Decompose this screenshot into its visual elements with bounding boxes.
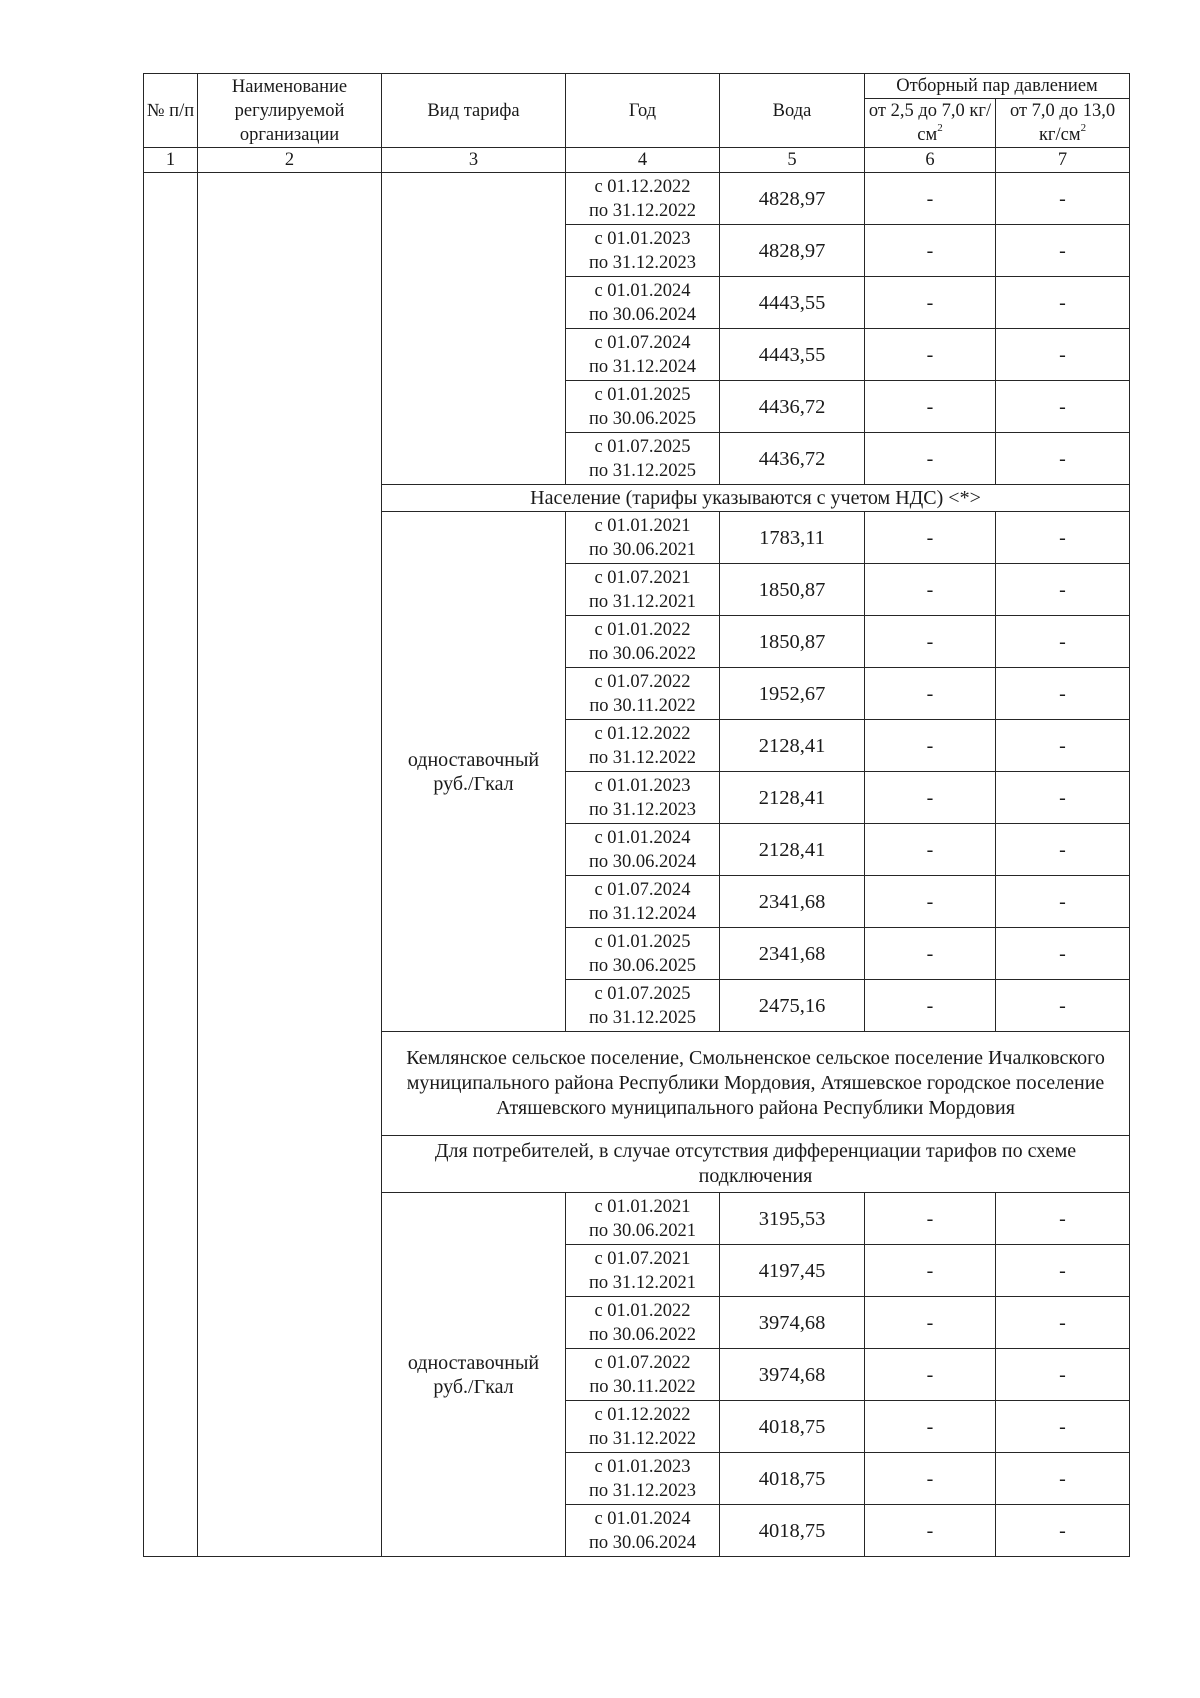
- water-value: 4018,75: [720, 1505, 865, 1557]
- header-steam-high-text: от 7,0 до 13,0 кг/см: [1009, 101, 1116, 145]
- period-cell: [566, 1245, 720, 1297]
- header-tariff-type: Вид тарифа: [382, 74, 566, 148]
- water-value: 3974,68: [720, 1297, 865, 1349]
- header-row-top: [144, 74, 1130, 99]
- period-from: с 01.07.2024: [594, 879, 691, 900]
- steam-low-value: -: [865, 512, 996, 564]
- steam-high-value: -: [996, 225, 1130, 277]
- water-value: 2341,68: [720, 928, 865, 980]
- steam-low-value: -: [865, 1401, 996, 1453]
- steam-low-value: -: [865, 928, 996, 980]
- tariff-type-line2: руб./Гкал: [433, 772, 514, 795]
- organization-cell: [198, 173, 382, 1557]
- water-value: 4197,45: [720, 1245, 865, 1297]
- header-steam-low-sup: 2: [937, 122, 943, 134]
- period-from: с 01.01.2021: [594, 1196, 691, 1217]
- water-value: 1783,11: [720, 512, 865, 564]
- period-cell: [566, 329, 720, 381]
- water-value: 1952,67: [720, 668, 865, 720]
- steam-high-value: -: [996, 1245, 1130, 1297]
- period-to: по 31.12.2021: [588, 1272, 697, 1293]
- period-to: по 31.12.2022: [588, 1428, 697, 1449]
- steam-high-value: -: [996, 876, 1130, 928]
- tariff-type-line1: одноставочный: [407, 748, 540, 771]
- steam-high-value: -: [996, 824, 1130, 876]
- period-cell: [566, 1193, 720, 1245]
- period-from: с 01.12.2022: [594, 176, 691, 197]
- steam-high-value: -: [996, 928, 1130, 980]
- steam-high-value: -: [996, 433, 1130, 485]
- steam-high-value: -: [996, 1401, 1130, 1453]
- period-from: с 01.07.2021: [594, 1248, 691, 1269]
- period-from: с 01.01.2024: [594, 280, 691, 301]
- period-from: с 01.07.2024: [594, 332, 691, 353]
- period-to: по 31.12.2024: [588, 356, 697, 377]
- period-from: с 01.01.2023: [594, 1456, 691, 1477]
- period-cell: [566, 173, 720, 225]
- period-to: по 30.06.2022: [588, 643, 697, 664]
- steam-high-value: -: [996, 329, 1130, 381]
- steam-high-value: -: [996, 772, 1130, 824]
- period-from: с 01.01.2021: [594, 515, 691, 536]
- period-cell: [566, 564, 720, 616]
- period-from: с 01.07.2022: [594, 671, 691, 692]
- tariff-type-line1: одноставочный: [407, 1351, 540, 1374]
- steam-low-value: -: [865, 616, 996, 668]
- header-organization: Наименование регулируемой организации: [198, 74, 382, 148]
- period-to: по 31.12.2025: [588, 1007, 697, 1028]
- period-to: по 30.06.2024: [588, 851, 697, 872]
- period-cell: [566, 616, 720, 668]
- steam-high-value: -: [996, 1505, 1130, 1557]
- period-cell: [566, 824, 720, 876]
- tariff-type-line2: руб./Гкал: [433, 1375, 514, 1398]
- period-cell: [566, 277, 720, 329]
- period-cell: [566, 876, 720, 928]
- steam-low-value: -: [865, 772, 996, 824]
- header-steam-high-sup: 2: [1080, 122, 1087, 134]
- water-value: 4828,97: [720, 173, 865, 225]
- steam-low-value: -: [865, 1453, 996, 1505]
- period-cell: [566, 512, 720, 564]
- header-steam-low: [865, 99, 996, 148]
- water-value: 4436,72: [720, 381, 865, 433]
- water-value: 4443,55: [720, 329, 865, 381]
- period-cell: [566, 433, 720, 485]
- steam-low-value: -: [865, 329, 996, 381]
- period-from: с 01.07.2022: [594, 1352, 691, 1373]
- period-from: с 01.01.2023: [594, 228, 691, 249]
- period-from: с 01.12.2022: [594, 1404, 691, 1425]
- period-from: с 01.01.2025: [594, 384, 691, 405]
- steam-high-value: -: [996, 381, 1130, 433]
- steam-low-value: -: [865, 225, 996, 277]
- water-value: 2341,68: [720, 876, 865, 928]
- table-row: [144, 173, 1130, 225]
- steam-high-value: -: [996, 1349, 1130, 1401]
- period-from: с 01.07.2025: [594, 436, 691, 457]
- steam-low-value: -: [865, 668, 996, 720]
- period-cell: [566, 980, 720, 1032]
- period-to: по 30.06.2024: [588, 1532, 697, 1553]
- period-cell: [566, 1453, 720, 1505]
- period-to: по 31.12.2021: [588, 591, 697, 612]
- tariff-type-cell: [382, 173, 566, 485]
- steam-high-value: -: [996, 173, 1130, 225]
- water-value: 3974,68: [720, 1349, 865, 1401]
- water-value: 4436,72: [720, 433, 865, 485]
- period-to: по 31.12.2023: [588, 799, 697, 820]
- column-number: 1: [144, 148, 198, 173]
- water-value: 4828,97: [720, 225, 865, 277]
- period-from: с 01.01.2024: [594, 827, 691, 848]
- water-value: 4443,55: [720, 277, 865, 329]
- steam-low-value: -: [865, 980, 996, 1032]
- period-cell: [566, 720, 720, 772]
- steam-high-value: -: [996, 1453, 1130, 1505]
- period-cell: [566, 668, 720, 720]
- period-cell: [566, 1505, 720, 1557]
- header-steam-low-text: от 2,5 до 7,0 кг/см: [868, 101, 992, 145]
- steam-low-value: -: [865, 720, 996, 772]
- steam-low-value: -: [865, 1349, 996, 1401]
- steam-low-value: -: [865, 173, 996, 225]
- period-from: с 01.01.2025: [594, 931, 691, 952]
- period-to: по 31.12.2022: [588, 747, 697, 768]
- period-to: по 30.06.2024: [588, 304, 697, 325]
- period-from: с 01.01.2023: [594, 775, 691, 796]
- steam-high-value: -: [996, 668, 1130, 720]
- tariff-type-cell: [382, 512, 566, 1032]
- period-from: с 01.01.2024: [594, 1508, 691, 1529]
- steam-low-value: -: [865, 564, 996, 616]
- steam-high-value: -: [996, 277, 1130, 329]
- steam-high-value: -: [996, 616, 1130, 668]
- steam-low-value: -: [865, 1245, 996, 1297]
- period-to: по 30.06.2022: [588, 1324, 697, 1345]
- steam-high-value: -: [996, 980, 1130, 1032]
- period-to: по 30.06.2021: [588, 1220, 697, 1241]
- steam-high-value: -: [996, 720, 1130, 772]
- steam-high-value: -: [996, 512, 1130, 564]
- period-to: по 30.06.2025: [588, 955, 697, 976]
- header-steam-group: Отборный пар давлением: [865, 74, 1130, 99]
- steam-low-value: -: [865, 1193, 996, 1245]
- steam-high-value: -: [996, 1193, 1130, 1245]
- period-to: по 30.11.2022: [589, 1376, 696, 1397]
- header-water: Вода: [720, 74, 865, 148]
- num-cell: [144, 173, 198, 1557]
- section-territory: Кемлянское сельское поселение, Смольненское сельское поселение Ичалковского муниципального района Республики Мордовия, Атяшевское городское поселение Атяшевского муниципального района Республики Мордовия: [382, 1032, 1130, 1136]
- tariff-type-cell: [382, 1193, 566, 1557]
- steam-high-value: -: [996, 1297, 1130, 1349]
- water-value: 2128,41: [720, 824, 865, 876]
- water-value: 2475,16: [720, 980, 865, 1032]
- column-number: 2: [198, 148, 382, 173]
- period-from: с 01.01.2022: [594, 1300, 691, 1321]
- steam-low-value: -: [865, 1505, 996, 1557]
- water-value: 1850,87: [720, 564, 865, 616]
- period-cell: [566, 381, 720, 433]
- period-to: по 30.06.2021: [588, 539, 697, 560]
- water-value: 4018,75: [720, 1453, 865, 1505]
- period-to: по 31.12.2025: [588, 460, 697, 481]
- steam-low-value: -: [865, 876, 996, 928]
- column-number: 6: [865, 148, 996, 173]
- period-cell: [566, 928, 720, 980]
- column-number: 5: [720, 148, 865, 173]
- tariff-table: [143, 73, 1130, 1557]
- period-from: с 01.12.2022: [594, 723, 691, 744]
- period-cell: [566, 1297, 720, 1349]
- section-consumers: Для потребителей, в случае отсутствия дифференциации тарифов по схеме подключения: [382, 1136, 1130, 1193]
- water-value: 2128,41: [720, 720, 865, 772]
- period-from: с 01.01.2022: [594, 619, 691, 640]
- period-from: с 01.07.2025: [594, 983, 691, 1004]
- column-number: 4: [566, 148, 720, 173]
- header-steam-high: [996, 99, 1130, 148]
- period-to: по 31.12.2023: [588, 252, 697, 273]
- period-from: с 01.07.2021: [594, 567, 691, 588]
- table-body: [144, 173, 1130, 1557]
- period-to: по 30.11.2022: [589, 695, 696, 716]
- period-to: по 31.12.2023: [588, 1480, 697, 1501]
- header-year: Год: [566, 74, 720, 148]
- period-to: по 31.12.2024: [588, 903, 697, 924]
- water-value: 3195,53: [720, 1193, 865, 1245]
- steam-low-value: -: [865, 824, 996, 876]
- section-population: Население (тарифы указываются с учетом НДС) <*>: [382, 485, 1130, 512]
- water-value: 2128,41: [720, 772, 865, 824]
- header-num: № п/п: [144, 74, 198, 148]
- period-to: по 31.12.2022: [588, 200, 697, 221]
- steam-low-value: -: [865, 433, 996, 485]
- steam-low-value: -: [865, 1297, 996, 1349]
- steam-low-value: -: [865, 381, 996, 433]
- column-number: 3: [382, 148, 566, 173]
- period-cell: [566, 1401, 720, 1453]
- period-to: по 30.06.2025: [588, 408, 697, 429]
- water-value: 4018,75: [720, 1401, 865, 1453]
- water-value: 1850,87: [720, 616, 865, 668]
- steam-low-value: -: [865, 277, 996, 329]
- period-cell: [566, 772, 720, 824]
- period-cell: [566, 225, 720, 277]
- column-number-row: [144, 148, 1130, 173]
- steam-high-value: -: [996, 564, 1130, 616]
- column-number: 7: [996, 148, 1130, 173]
- period-cell: [566, 1349, 720, 1401]
